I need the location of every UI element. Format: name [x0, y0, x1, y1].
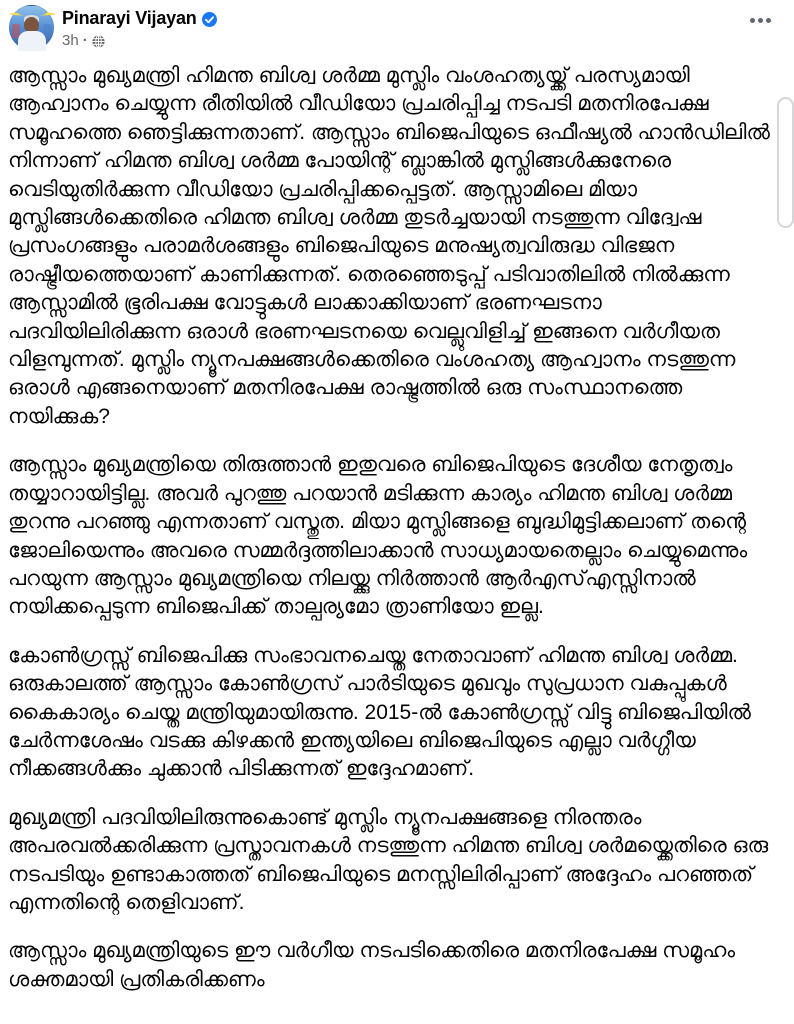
- dots-icon: [758, 18, 763, 23]
- edge-scroll-control[interactable]: [777, 97, 794, 228]
- avatar-decoration: [18, 31, 46, 51]
- post-paragraph: ആസ്സാം മുഖ്യമന്ത്രി ഹിമന്ത ബിശ്വ ശർമ്മ മുസ്ലിം വംശഹത്യയ്ക്ക് പരസ്യമായി ആഹ്വാനം ചെയ്യുന്ന രീതിയിൽ വീഡിയോ പ്രചരിപ്പിച്ച നടപടി മതനിരപേക്ഷ സമൂഹത്തെ ഞെട്ടിക്കുന്നതാണ്. ആസ്സാം ബിജെപിയുടെ ഒഫീഷ്യൽ ഹാൻഡിലിൽ നിന്നാണ് ഹിമന്ത ബിശ്വ ശർമ്മ പോയിന്റ് ബ്ലാങ്കിൽ മുസ്ലിങ്ങൾക്കുനേരെ വെടിയുതിർക്കുന്ന വീഡിയോ പ്രചരിപ്പിക്കപ്പെട്ടത്. ആസ്സാമിലെ മിയാ മുസ്ലിങ്ങൾക്കെതിരെ ഹിമന്ത ബിശ്വ ശർമ്മ തുടർച്ചയായി നടത്തുന്ന വിദ്വേഷ പ്രസംഗങ്ങളും പരാമർശങ്ങളും ബിജെപിയുടെ മനുഷ്യത്വവിരുദ്ധ വിഭജന രാഷ്ട്രീയത്തെയാണ് കാണിക്കുന്നത്. തെരഞ്ഞെടുപ്പ് പടിവാതിലിൽ നിൽക്കുന്ന ആസ്സാമിൽ ഭൂരിപക്ഷ വോട്ടുകൾ ലാക്കാക്കിയാണ് ഭരണഘടനാ പദവിയിലിരിക്കുന്ന ഒരാൾ ഭരണഘടനയെ വെല്ലുവിളിച്ച് ഇങ്ങനെ വർഗീയത വിളമ്പുന്നത്. മുസ്ലിം ന്യൂനപക്ഷങ്ങൾക്കെതിരെ വംശഹത്യ ആഹ്വാനം നടത്തുന്ന ഒരാൾ എങ്ങനെയാണ് മതനിരപേക്ഷ രാഷ്ട്രത്തിൽ ഒരു സംസ്ഥാനത്തെ നയിക്കുക?: [8, 64, 770, 428]
- post-paragraph: കോൺഗ്രസ്സ് ബിജെപിക്കു സംഭാവനചെയ്ത നേതാവാണ് ഹിമന്ത ബിശ്വ ശർമ്മ. ഒരുകാലത്ത് ആസ്സാം കോൺഗ്രസ് പാർടിയുടെ മുഖവും സുപ്രധാന വകുപ്പുകൾ കൈകാര്യം ചെയ്ത മന്ത്രിയുമായിരുന്നു. 2015-ൽ കോൺഗ്രസ്സ് വിട്ടു ബിജെപിയിൽ ചേർന്നശേഷം വടക്കു കിഴക്കൻ ഇന്ത്യയിലെ ബിജെപിയുടെ എല്ലാ വർഗ്ഗീയ നീക്കങ്ങൾക്കും ചുക്കാൻ പിടിക്കുന്നത് ഇദ്ദേഹമാണ്.: [8, 643, 751, 781]
- post-header: [0, 0, 784, 58]
- avatar[interactable]: [9, 5, 54, 50]
- author-name[interactable]: Pinarayi Vijayan: [62, 8, 197, 28]
- post-options-button[interactable]: [744, 8, 776, 32]
- meta-separator: ·: [82, 32, 88, 49]
- post-meta: [62, 32, 768, 49]
- dots-icon: [750, 18, 755, 23]
- verified-badge-icon: [202, 12, 217, 27]
- header-text: [9, 5, 768, 49]
- timestamp[interactable]: 3h: [62, 32, 79, 49]
- post-paragraph: ആസ്സാം മുഖ്യമന്ത്രിയെ തിരുത്താൻ ഇതുവരെ ബിജെപിയുടെ ദേശീയ നേതൃത്വം തയ്യാറായിട്ടില്ല. അവർ പുറത്തു പറയാൻ മടിക്കുന്ന കാര്യം ഹിമന്ത ബിശ്വ ശർമ്മ തുറന്നു പറഞ്ഞു എന്നതാണ് വസ്തുത. മിയാ മുസ്ലിങ്ങളെ ബുദ്ധിമുട്ടിക്കലാണ് തന്റെ ജോലിയെന്നും അവരെ സമ്മർദ്ദത്തിലാക്കാൻ സാധ്യമായതെല്ലാം ചെയ്യുമെന്നും പറയുന്ന ആസ്സാം മുഖ്യമന്ത്രിയെ നിലയ്ക്കു നിർത്താൻ ആർഎസ്എസ്സിനാൽ നയിക്കപ്പെടുന്ന ബിജെപിക്ക് താല്പര്യമോ ത്രാണിയോ ഇല്ല.: [8, 453, 748, 619]
- dots-icon: [766, 18, 771, 23]
- public-globe-icon: [92, 35, 105, 48]
- name-row: [62, 8, 768, 29]
- post-paragraph: മുഖ്യമന്ത്രി പദവിയിലിരുന്നുകൊണ്ട് മുസ്ലിം ന്യൂനപക്ഷങ്ങളെ നിരന്തരം അപരവൽക്കരിക്കുന്ന പ്രസ്താവനകൾ നടത്തുന്ന ഹിമന്ത ബിശ്വ ശർമയ്ക്കെതിരെ ഒരു നടപടിയും ഉണ്ടാകാത്തത് ബിജെപിയുടെ മനസ്സിലിരിപ്പാണ് അദ്ദേഹം പറഞ്ഞത് എന്നതിന്റെ തെളിവാണ്.: [8, 805, 769, 914]
- post-paragraph-cutoff: ആസ്സാം മുഖ്യമന്ത്രിയുടെ ഈ വർഗീയ നടപടിക്കെതിരെ മതനിരപേക്ഷ സമൂഹം ശക്തമായി പ്രതികരിക്കണം: [8, 939, 736, 991]
- post-body: [0, 58, 784, 991]
